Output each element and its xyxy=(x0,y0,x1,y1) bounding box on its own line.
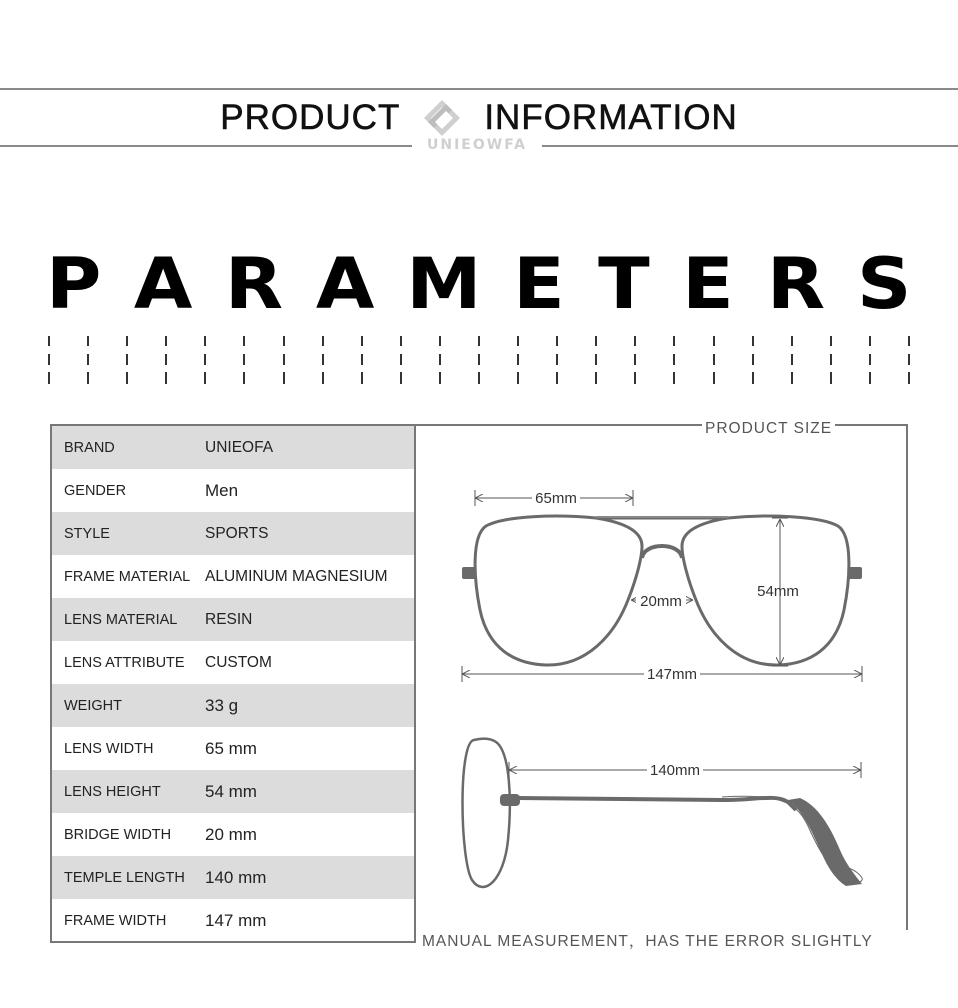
spec-label: BRIDGE WIDTH xyxy=(64,826,172,843)
spec-value: 147 mm xyxy=(205,910,267,930)
spec-table xyxy=(50,424,416,943)
spec-row-frame-width xyxy=(52,899,414,942)
tick-mark xyxy=(361,372,363,384)
tick-mark xyxy=(87,336,89,346)
spec-label: GENDER xyxy=(64,482,127,499)
tick-mark xyxy=(869,372,871,384)
tick-mark xyxy=(791,354,793,365)
parameters-letter: P xyxy=(45,243,102,325)
parameters-letter: E xyxy=(682,243,734,325)
parameters-letter: E xyxy=(513,243,565,325)
spec-value: 54 mm xyxy=(205,781,257,801)
header-bottom-rule-left xyxy=(0,145,412,147)
parameters-letter: A xyxy=(133,243,193,325)
tick-mark xyxy=(908,354,910,365)
tick-mark xyxy=(243,372,245,384)
spec-label: LENS ATTRIBUTE xyxy=(64,654,185,671)
spec-row-lens-height xyxy=(52,770,414,813)
tick-mark xyxy=(400,354,402,365)
tick-mark xyxy=(48,372,50,384)
tick-mark xyxy=(283,354,285,365)
tick-mark xyxy=(595,336,597,346)
tick-mark xyxy=(439,336,441,346)
lens-height-label: 54mm xyxy=(757,583,799,600)
tick-mark xyxy=(165,372,167,384)
tick-mark xyxy=(752,372,754,384)
tick-mark xyxy=(556,336,558,346)
spec-label: LENS MATERIAL xyxy=(64,611,178,628)
spec-row-temple-length xyxy=(52,856,414,899)
spec-value: 140 mm xyxy=(205,867,267,887)
tick-mark xyxy=(634,354,636,365)
parameters-letter: A xyxy=(315,243,375,325)
tick-mark xyxy=(400,336,402,346)
tick-mark xyxy=(48,336,50,346)
spec-label: FRAME WIDTH xyxy=(64,912,167,929)
tick-mark xyxy=(126,372,128,384)
spec-value: Men xyxy=(205,480,239,500)
tick-mark xyxy=(556,354,558,365)
tick-mark xyxy=(595,372,597,384)
frame-width-label: 147mm xyxy=(646,666,698,683)
bridge-width-label: 20mm xyxy=(640,593,682,610)
spec-row-bridge-width xyxy=(52,813,414,856)
tick-mark xyxy=(595,354,597,365)
tick-mark xyxy=(713,354,715,365)
tick-mark xyxy=(556,372,558,384)
tick-mark xyxy=(439,354,441,365)
spec-label: TEMPLE LENGTH xyxy=(64,869,185,886)
front-right-hinge xyxy=(848,567,862,579)
temple-length-label: 140mm xyxy=(649,762,701,779)
tick-mark xyxy=(791,336,793,346)
spec-row-style xyxy=(52,512,414,555)
tick-mark xyxy=(322,372,324,384)
tick-mark xyxy=(830,354,832,365)
header-title-right: INFORMATION xyxy=(484,98,738,137)
spec-row-lens-width xyxy=(52,727,414,770)
tick-mark xyxy=(791,372,793,384)
tick-mark xyxy=(126,336,128,346)
tick-mark xyxy=(673,336,675,346)
spec-label: WEIGHT xyxy=(64,697,122,714)
tick-mark xyxy=(908,336,910,346)
tick-mark xyxy=(283,372,285,384)
tick-mark xyxy=(439,372,441,384)
tick-mark xyxy=(752,354,754,365)
tick-mark xyxy=(126,354,128,365)
tick-mark xyxy=(830,372,832,384)
spec-row-brand xyxy=(52,426,414,469)
tick-mark xyxy=(634,372,636,384)
header-title-left: PRODUCT xyxy=(220,98,401,137)
tick-mark xyxy=(204,372,206,384)
tick-mark xyxy=(478,336,480,346)
tick-mark xyxy=(87,372,89,384)
spec-label: STYLE xyxy=(64,525,110,542)
tick-mark xyxy=(204,354,206,365)
spec-label: LENS HEIGHT xyxy=(64,783,161,800)
tick-mark xyxy=(869,336,871,346)
tick-mark xyxy=(713,336,715,346)
spec-value: ALUMINUM MAGNESIUM xyxy=(205,567,388,585)
header-top-rule xyxy=(0,88,958,90)
tick-mark xyxy=(517,372,519,384)
spec-value: 33 g xyxy=(205,695,239,715)
front-left-hinge xyxy=(462,567,476,579)
tick-mark xyxy=(713,372,715,384)
spec-value: 65 mm xyxy=(205,738,257,758)
tick-mark xyxy=(243,354,245,365)
brand-subtitle: UNIEOWFA xyxy=(412,137,542,153)
tick-mark xyxy=(908,372,910,384)
measurement-footnote: MANUAL MEASUREMENT，HAS THE ERROR SLIGHTLY xyxy=(422,933,873,950)
parameters-letter: R xyxy=(224,243,284,325)
brand-logo-icon xyxy=(422,98,462,138)
tick-mark xyxy=(869,354,871,365)
parameters-title xyxy=(45,243,912,325)
spec-label: BRAND xyxy=(64,439,115,456)
spec-row-frame-material xyxy=(52,555,414,598)
tick-mark xyxy=(673,372,675,384)
spec-row-lens-attribute xyxy=(52,641,414,684)
glasses-side-view xyxy=(463,739,863,887)
spec-label: LENS WIDTH xyxy=(64,740,154,757)
spec-value: SPORTS xyxy=(205,524,269,542)
parameters-letter: S xyxy=(857,243,912,325)
tick-mark xyxy=(400,372,402,384)
spec-value: RESIN xyxy=(205,610,253,628)
lens-width-label: 65mm xyxy=(535,490,577,507)
tick-mark xyxy=(361,336,363,346)
spec-value: UNIEOFA xyxy=(205,438,274,456)
tick-mark xyxy=(478,372,480,384)
parameters-letter: R xyxy=(766,243,825,325)
spec-row-gender xyxy=(52,469,414,512)
spec-value: CUSTOM xyxy=(205,653,272,671)
tick-mark xyxy=(165,354,167,365)
glasses-dimension-diagram xyxy=(416,440,908,920)
tick-mark xyxy=(361,354,363,365)
tick-mark xyxy=(517,336,519,346)
tick-mark xyxy=(478,354,480,365)
header-bottom-rule-right xyxy=(542,145,958,147)
spec-value: 20 mm xyxy=(205,824,257,844)
header-title xyxy=(0,96,958,140)
tick-mark xyxy=(243,336,245,346)
tick-mark xyxy=(322,354,324,365)
tick-mark xyxy=(87,354,89,365)
tick-mark xyxy=(48,354,50,365)
parameters-letter: T xyxy=(597,243,650,325)
tick-mark xyxy=(673,354,675,365)
tick-mark xyxy=(165,336,167,346)
decorative-tick-marks xyxy=(48,336,910,384)
tick-mark xyxy=(752,336,754,346)
spec-label: FRAME MATERIAL xyxy=(64,568,191,585)
tick-mark xyxy=(283,336,285,346)
tick-mark xyxy=(322,336,324,346)
spec-row-weight xyxy=(52,684,414,727)
tick-mark xyxy=(517,354,519,365)
tick-mark xyxy=(830,336,832,346)
tick-mark xyxy=(204,336,206,346)
product-size-title: PRODUCT SIZE xyxy=(702,420,835,438)
parameters-letter: M xyxy=(405,243,482,325)
spec-row-lens-material xyxy=(52,598,414,641)
tick-mark xyxy=(634,336,636,346)
